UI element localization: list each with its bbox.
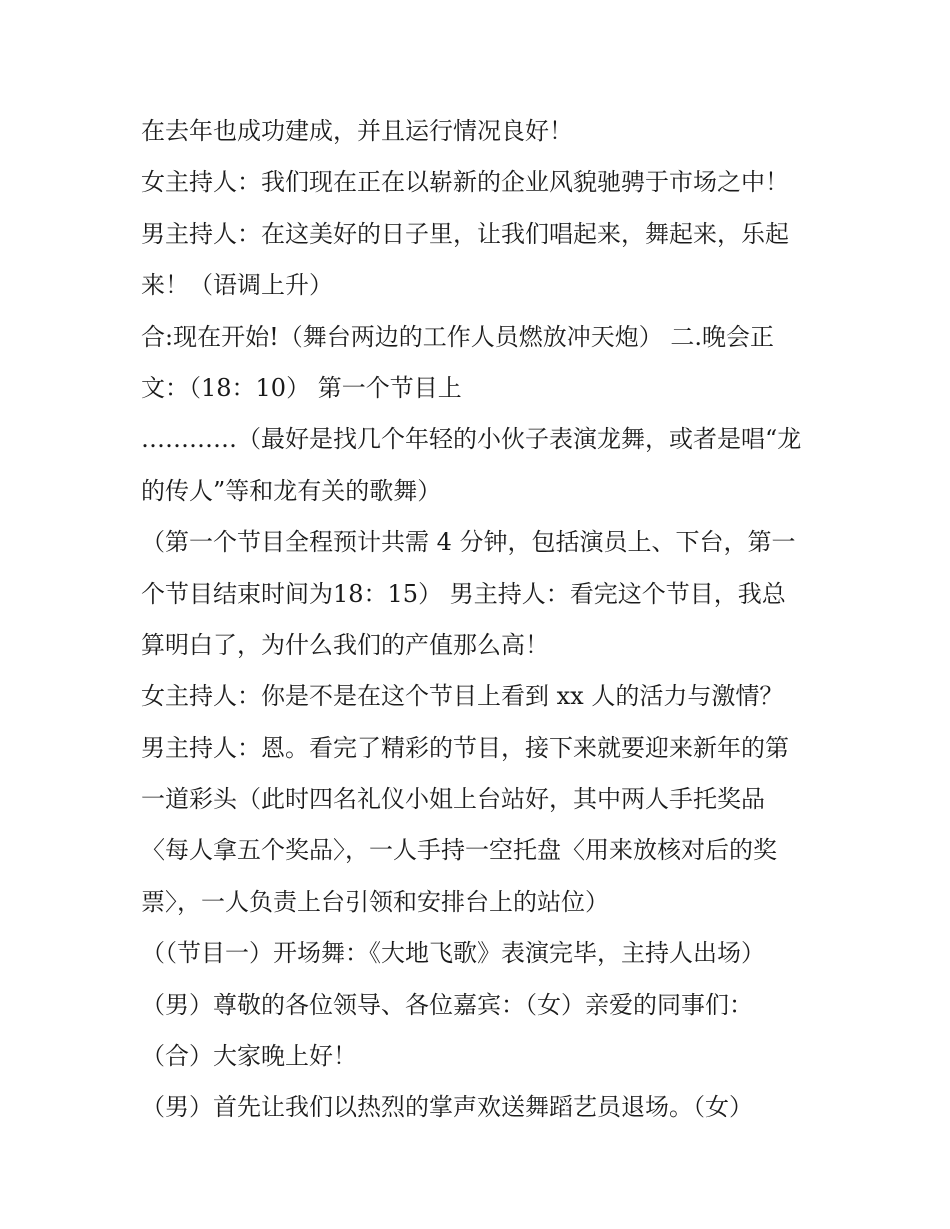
text-line: （第一个节目全程预计共需 4 分钟，包括演员上、下台，第一 <box>141 528 796 557</box>
text-line: 男主持人：在这美好的日子里，让我们唱起来，舞起来，乐起 <box>141 219 789 248</box>
text-line: 票〉，一人负责上台引领和安排台上的站位） <box>141 887 609 916</box>
text-line: 来！（语调上升） <box>141 271 333 300</box>
text-line: 个节目结束时间为18：15） 男主持人：看完这个节目，我总 <box>141 579 786 608</box>
text-line: 女主持人：我们现在正在以崭新的企业风貌驰骋于市场之中！ <box>141 168 789 197</box>
text-line: 女主持人：你是不是在这个节目上看到 xx 人的活力与激情？ <box>141 682 784 711</box>
text-line: 合:现在开始!（舞台两边的工作人员燃放冲天炮） 二.晚会正 <box>141 322 774 351</box>
text-line: （男）首先让我们以热烈的掌声欢送舞蹈艺员退场。（女） <box>141 1093 753 1122</box>
text-line: 男主持人：恩。看完了精彩的节目，接下来就要迎来新年的第 <box>141 733 789 762</box>
document-body <box>141 106 821 1134</box>
text-line: 文：（18：10） 第一个节目上 <box>141 373 462 402</box>
text-line: 算明白了，为什么我们的产值那么高！ <box>141 630 549 659</box>
text-line: （男）尊敬的各位领导、各位嘉宾：（女）亲爱的同事们： <box>141 990 753 1019</box>
text-line: 一道彩头（此时四名礼仪小姐上台站好，其中两人手托奖品 <box>141 785 765 814</box>
text-line: 〈每人拿五个奖品〉，一人手持一空托盘〈用来放核对后的奖 <box>141 836 777 865</box>
text-line: 在去年也成功建成，并且运行情况良好！ <box>141 117 573 145</box>
text-line: 的传人”等和龙有关的歌舞） <box>141 476 442 505</box>
text-line: （（节目一）开场舞：《大地飞歌》表演完毕，主持人出场） <box>141 939 765 968</box>
text-line: （合）大家晚上好！ <box>141 1042 357 1071</box>
text-line: …………（最好是找几个年轻的小伙子表演龙舞，或者是唱“龙 <box>141 425 802 454</box>
